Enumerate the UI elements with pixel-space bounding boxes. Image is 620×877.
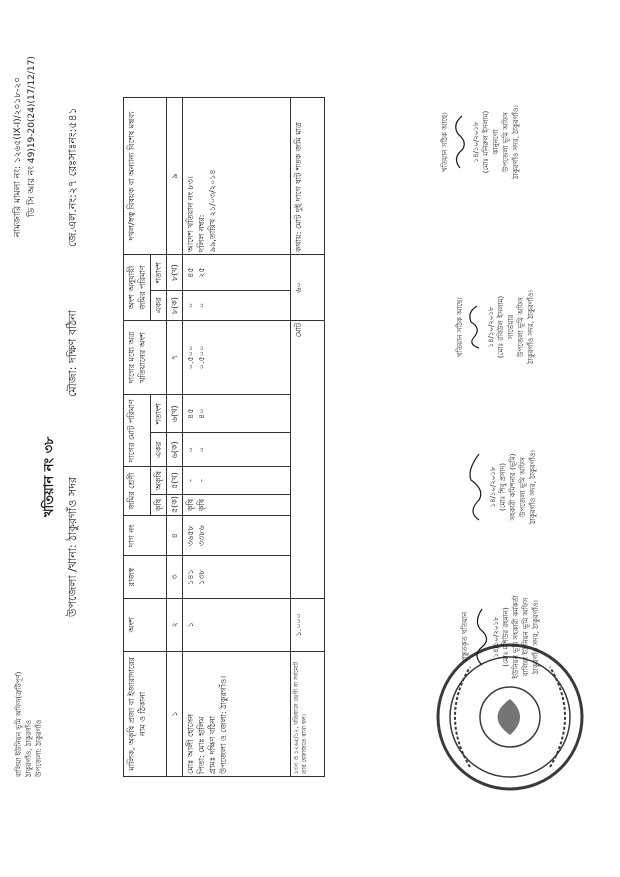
- sig2-title2: উপজেলা ভূমি অফিস: [519, 457, 527, 517]
- signature-block-1: [460, 562, 541, 712]
- revenue-2: ১৩৮: [197, 569, 206, 585]
- sig4-title: কানুনগো: [492, 129, 500, 155]
- sig1-date: ১৪/১০/২০১৮: [492, 616, 500, 658]
- header-owner: মালিক, অকৃষি প্রজা বা ইজারাদারের নাম ও ঠিকানা: [124, 651, 167, 776]
- footer-note: ১৩৩ ও ১২৬৫/১২, খতিয়ানে ভেগী বা সর্বমোট তার হেফাজতে রাখা হল।: [291, 651, 325, 776]
- sig4-date: ১৪/১০/২০১৮: [472, 121, 480, 163]
- total-words: কথায়: মোট দুই দাগে ষাট শতক জমি মাত্র: [291, 98, 325, 255]
- header-share: অংশ: [124, 598, 167, 651]
- acre-cell: [183, 433, 291, 467]
- acre-1: ০: [186, 447, 195, 453]
- signature-scribble-icon: [470, 607, 488, 667]
- header-revenue: রাজস্ব: [124, 556, 167, 598]
- dag-cell: [183, 516, 291, 556]
- acre-2: ০: [197, 447, 206, 453]
- okrishi-cell: [183, 467, 291, 495]
- upazila-line: উপজেলা /থানা: ঠাকুরগাঁও সদর: [66, 476, 79, 617]
- dag-2: ৩৩৮৬: [197, 525, 206, 547]
- header-okrishi: অকৃষি: [151, 467, 167, 495]
- okrishi-1: -: [186, 479, 195, 482]
- dag-share-1: ০.৫০০: [186, 345, 195, 370]
- prostutkari-label: প্রস্তুতকৃত খতিয়ান: [461, 611, 469, 663]
- col-num: ৩: [167, 556, 183, 598]
- revenue-cell: [183, 556, 291, 598]
- share-acre-1: ০: [186, 302, 195, 309]
- sig4-name: (মোঃ মনিরুল ইসলাম): [482, 110, 490, 174]
- share-shotok-2: ২৫: [197, 267, 206, 278]
- khatian-table: [123, 97, 325, 777]
- header-shotok: শতাংশ: [151, 395, 167, 433]
- header-land-class: জমির শ্রেণী: [124, 467, 151, 516]
- sig4-area: ঠাকুরগাঁও সদর, ঠাকুরগাঁও।: [512, 105, 520, 179]
- header-share-shotok: শতাংশ: [151, 255, 167, 291]
- header-remarks: দখল/স্বত্ব বিষয়ক বা অন্যান্য বিশেষ মন্তব্য: [124, 98, 167, 255]
- owner-name: মোঃ আলী হোসেন: [186, 714, 195, 774]
- sig3-name: (মোঃ রবিউল ইসলাম): [497, 295, 505, 359]
- dcr-line: ডি সি আর নং 49)19-20(24)(17/12/17): [27, 56, 37, 217]
- col-num: ১: [167, 651, 183, 776]
- col-num: ৯: [167, 98, 183, 255]
- remarks-cell: [183, 98, 291, 255]
- owner-district: উপজেলা ও জেলা: ঠাকুরগাঁও।: [219, 675, 228, 774]
- sig1-title: ইউনিয়ন ভূমি সহকারী কর্মকর্তা: [512, 595, 520, 679]
- corner-stamp-line3: উপজেলা: ঠাকুরগাঁও: [35, 719, 43, 777]
- col-num: ৪: [167, 516, 183, 556]
- sig3-verified: খতিয়ান সঠিক আছে।: [456, 297, 464, 357]
- sig3-office: উপজেলা ভূমি অফিস: [517, 297, 525, 357]
- dag-share-2: ০.৫০০: [197, 345, 206, 370]
- table-row: [183, 98, 291, 777]
- krishi-cell: [183, 494, 291, 515]
- signature-scribble-icon: [465, 452, 485, 522]
- dag-share-cell: [183, 320, 291, 394]
- share-shotok-cell: [183, 255, 291, 291]
- col-num: ৮(খ): [167, 255, 183, 291]
- col-num: ৮(ক): [167, 291, 183, 321]
- remarks-1: আদেশ খতিয়ান নং ৮৩।: [186, 176, 195, 253]
- okrishi-2: -: [197, 479, 206, 482]
- col-num: ২: [167, 598, 183, 651]
- share-shotok-1: ৪৫: [186, 267, 195, 278]
- krishi-2: কৃষি: [197, 498, 206, 512]
- sig3-area: ঠাকুরগাঁও সদর, ঠাকুরগাঁও।: [527, 290, 535, 364]
- shotok-2: ৪০: [197, 408, 206, 419]
- signature-block-3: [455, 257, 536, 397]
- col-num: ৫(ক): [167, 494, 183, 515]
- share-cell: ১: [183, 598, 291, 651]
- owner-cell: [183, 651, 291, 776]
- col-num: ৬(ক): [167, 433, 183, 467]
- sig3-title: সার্ভেয়ার: [507, 314, 515, 340]
- corner-stamp-line1: বালিয়া ইউনিয়ন ভূমি অফিস(ত্রুটিপূর্ণ): [15, 671, 23, 777]
- signature-scribble-icon: [465, 302, 483, 352]
- sig2-date: ১৪/১০/২০১৮: [489, 466, 497, 508]
- signature-block-2: [465, 417, 538, 557]
- header-share-area: অংশ অনুযায়ী জমির পরিমাণ: [124, 255, 151, 321]
- sig3-date: ১৪/১০/২০১৮: [487, 306, 495, 348]
- sig1-office: বালিয়া ইউনিয়ন ভূমি অফিস: [522, 597, 530, 677]
- header-dag-no: দাগ নং: [124, 516, 167, 556]
- sig1-area: ঠাকুরগাঁও সদর, ঠাকুরগাঁও।: [532, 600, 540, 674]
- signature-block-4: [440, 67, 521, 217]
- mot-label: মোট: [291, 320, 325, 598]
- remarks-2: দলিল নম্বর:: [197, 214, 206, 253]
- revenue-1: ১৪১: [186, 569, 195, 585]
- share-acre-2: ০: [197, 302, 206, 309]
- total-row: [291, 98, 325, 777]
- remarks-3: ৯৯,তারিখ ২১/০৩/২০১৪: [208, 169, 217, 253]
- sig4-verified: খতিয়ান সঠিক আছে।: [441, 112, 449, 172]
- col-num: ৬(খ): [167, 395, 183, 433]
- jl-line: জে.এল.নং:২৭ রেঃসাঃনং:৫৪১: [66, 107, 79, 247]
- case-line: নামজারি মামলা নং: ১২৬৫(IX-I)/২০১৮-২০: [13, 77, 23, 237]
- sig1-name: (মোঃ মশিউর রহমান): [502, 607, 510, 667]
- dag-1: ৩৬৫৮: [186, 525, 195, 547]
- mouza-line: মৌজা: দক্ষিণ বঠিনা: [66, 310, 79, 397]
- header-dag-share: দাগের মধ্যে অত্র খতিয়ানের অংশ: [124, 320, 167, 394]
- sig2-name: (মোঃ শিবু প্রসাদ): [499, 463, 507, 511]
- corner-stamp-line2: ঠাকুরগাঁও, ঠাকুরগাঁও: [25, 719, 33, 777]
- shotok-cell: [183, 395, 291, 433]
- share-acre-cell: [183, 291, 291, 321]
- corner-stamp-text: [14, 672, 44, 777]
- header-row: [124, 98, 151, 777]
- header-acre: একর: [151, 433, 167, 467]
- col-num: ৭: [167, 320, 183, 394]
- header-dag-total: দাগের মোট পরিমাণ: [124, 395, 151, 467]
- col-number-row: [167, 98, 183, 777]
- sig2-area: ঠাকুরগাঁও সদর, ঠাকুরগাঁও।: [529, 450, 537, 524]
- owner-father: পিতা: মোঃ হালিম: [197, 716, 206, 774]
- header-krishi: কৃষি: [151, 494, 167, 515]
- owner-village: গ্রামঃ দক্ষিণ বঠিনা: [208, 715, 217, 774]
- col-num: ৫(খ): [167, 467, 183, 495]
- shotok-1: ৪৫: [186, 408, 195, 419]
- share-total: ১.০০০: [291, 598, 325, 651]
- area-total: ৬০: [291, 255, 325, 321]
- header-share-acre: একর: [151, 291, 167, 321]
- sig2-title1: সহকারী কমিশনার (ভূমি): [509, 453, 517, 521]
- khatian-title: খতিয়ান নং ৩৮: [42, 436, 57, 517]
- signature-scribble-icon: [450, 112, 468, 172]
- sig4-office: উপজেলা ভূমি অফিস: [502, 112, 510, 172]
- krishi-1: কৃষি: [186, 498, 195, 512]
